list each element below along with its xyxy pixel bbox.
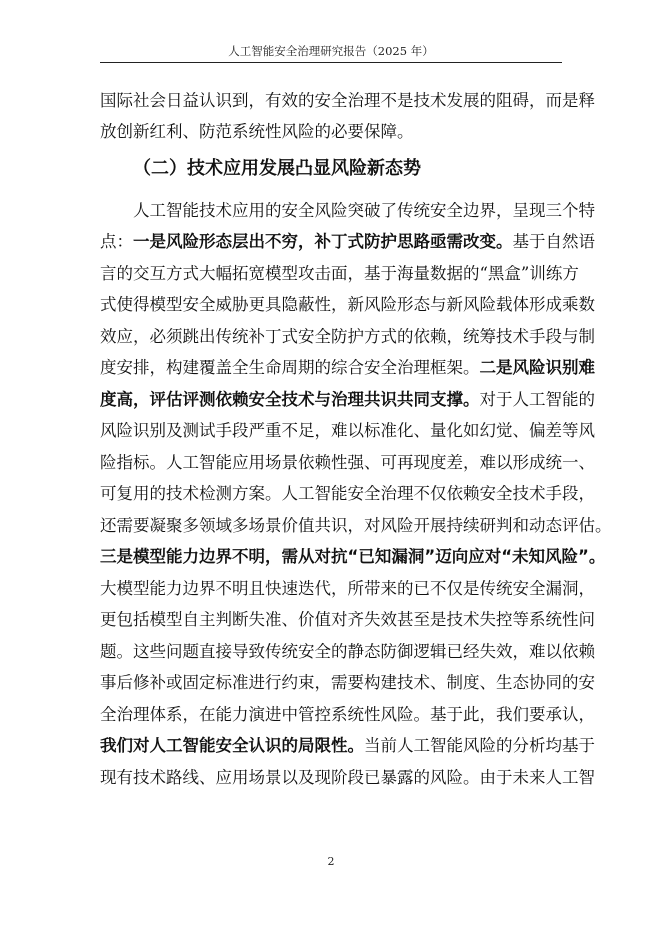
- body-line: [100, 385, 595, 415]
- body-text: 点：: [100, 232, 133, 251]
- emphasis-text: 度高，评估评测依赖安全技术与治理共识共同支撑。: [100, 390, 480, 409]
- body-line: 现有技术路线、应用场景以及现阶段已暴露的风险。由于未来人工智: [100, 768, 595, 787]
- emphasis-text: 我们对人工智能安全认识的局限性。: [100, 736, 364, 755]
- emphasis-line: 三是模型能力边界不明，需从对抗“已知漏洞”迈向应对“未知风险”。: [100, 547, 606, 566]
- body-text: 度安排，构建覆盖全生命周期的综合安全治理框架。: [100, 358, 480, 377]
- emphasis-text: 一是风险形态层出不穷，补丁式防护思路亟需改变。: [133, 232, 513, 251]
- body-line: 还需要凝聚多领域多场景价值共识，对风险开展持续研判和动态评估。: [100, 516, 612, 535]
- body-line: 放创新红利、防范系统性风险的必要保障。: [100, 122, 414, 141]
- body-text: 当前人工智能风险的分析均基于: [364, 736, 595, 755]
- body-line: 效应，必须跳出传统补丁式安全防护方式的依赖，统筹技术手段与制: [100, 327, 595, 346]
- body-line: 险指标。人工智能应用场景依赖性强、可再现度差，难以形成统一、: [100, 453, 595, 472]
- section-heading: （二）技术应用发展凸显风险新态势: [133, 158, 421, 179]
- body-text: 基于自然语: [512, 232, 595, 251]
- body-line: 全治理体系，在能力演进中管控系统性风险。基于此，我们要承认，: [100, 705, 595, 724]
- body-line: 更包括模型自主判断失准、价值对齐失效甚至是技术失控等系统性问: [100, 610, 595, 629]
- page-number: 2: [327, 855, 335, 868]
- header-rule: [100, 62, 562, 63]
- body-line: 言的交互方式大幅拓宽模型攻击面，基于海量数据的“黑盒”训练方: [100, 264, 579, 283]
- body-line: 人工智能技术应用的安全风险突破了传统安全边界，呈现三个特: [133, 201, 595, 220]
- body-text: 对于人工智能的: [479, 390, 595, 409]
- body-line: 风险识别及测试手段严重不足，难以标准化、量化如幻觉、偏差等风: [100, 421, 595, 440]
- body-line: [100, 731, 595, 761]
- running-header: 人工智能安全治理研究报告（2025 年）: [228, 44, 434, 58]
- emphasis-text: 二是风险识别难: [479, 358, 595, 377]
- body-line: [100, 227, 595, 257]
- body-line: 事后修补或固定标准进行约束，需要构建技术、制度、生态协同的安: [100, 673, 595, 692]
- body-line: 式使得模型安全威胁更具隐蔽性，新风险形态与新风险载体形成乘数: [100, 295, 595, 314]
- body-line: 大模型能力边界不明且快速迭代，所带来的已不仅是传统安全漏洞，: [100, 579, 595, 598]
- body-line: 可复用的技术检测方案。人工智能安全治理不仅依赖安全技术手段，: [100, 484, 595, 503]
- body-line: 国际社会日益认识到，有效的安全治理不是技术发展的阻碍，而是释: [100, 91, 595, 110]
- body-line: 题。这些问题直接导致传统安全的静态防御逻辑已经失效，难以依赖: [100, 642, 595, 661]
- body-line: [100, 353, 595, 383]
